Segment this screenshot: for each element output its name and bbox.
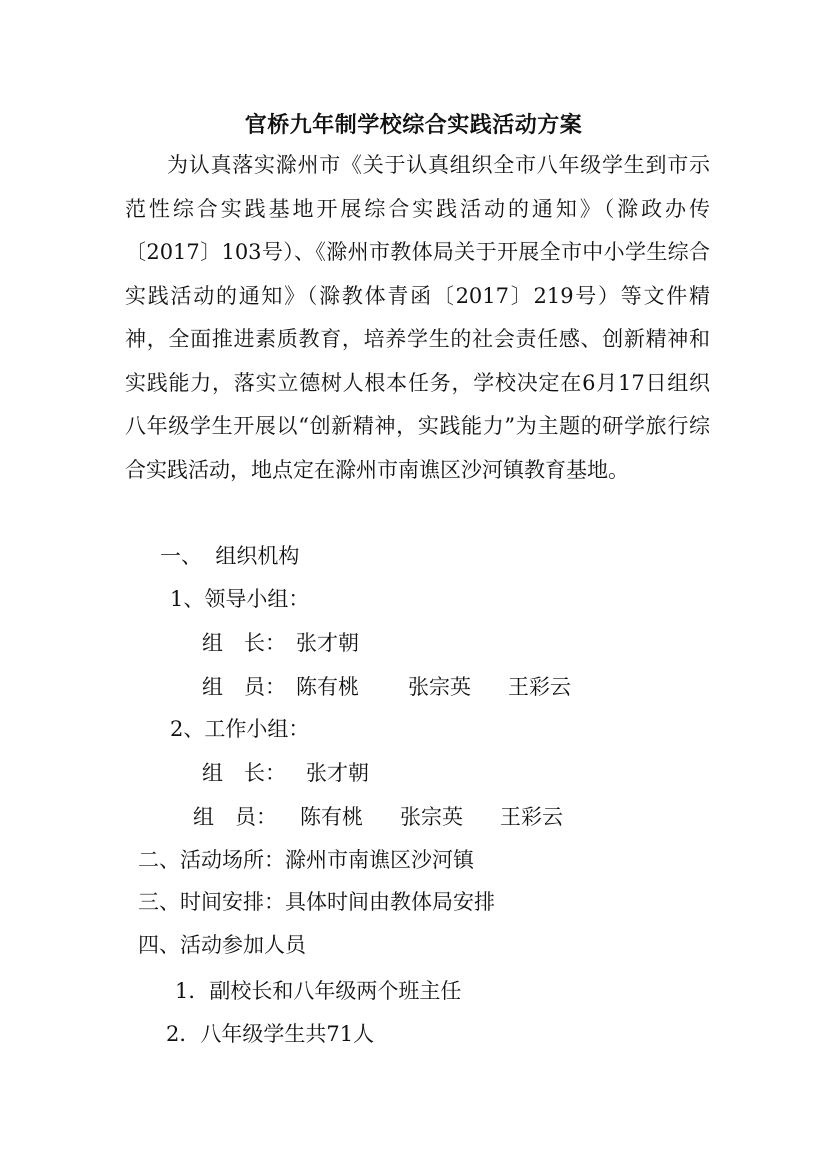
leaders-member: 王彩云: [508, 675, 571, 699]
workers-head-label: 组 长：: [202, 761, 286, 785]
section-3-schedule: 三、时间安排：具体时间由教体局安排: [138, 890, 495, 914]
leaders-member: 张宗英: [408, 675, 471, 699]
workers-member: 陈有桃: [300, 805, 363, 829]
section-1-heading: 一、 组织机构: [160, 544, 300, 568]
workers-member: 张宗英: [400, 805, 463, 829]
workers-head-name: 张才朝: [306, 761, 369, 785]
leaders-member: 陈有桃: [296, 675, 359, 699]
document-title: 官桥九年制学校综合实践活动方案: [244, 113, 583, 138]
participant-item: 2．八年级学生共71人: [166, 1022, 375, 1046]
leaders-head-name: 张才朝: [296, 631, 359, 655]
participant-item: 1．副校长和八年级两个班主任: [175, 979, 462, 1003]
section-4-heading: 四、活动参加人员: [138, 933, 306, 957]
leaders-heading: 1、领导小组：: [170, 587, 310, 611]
leaders-members-label: 组 员：: [202, 675, 286, 699]
workers-members-label: 组 员：: [193, 805, 277, 829]
leaders-head-label: 组 长：: [202, 631, 286, 655]
workers-heading: 2、工作小组：: [170, 717, 310, 741]
intro-paragraph: 为认真落实滁州市《关于认真组织全市八年级学生到市示范性综合实践基地开展综合实践活动的通知》（滁政办传〔2017〕103号）、《滁州市教体局关于开展全市中小学生综合实践活动的通知》（滁教体青函〔2017〕219号）等文件精神，全面推进素质教育，培养学生的社会责任感、创新精神和实践能力，落实立德树人根本任务，学校决定在6月17日组织八年级学生开展以“创新精神，实践能力”为主题的研学旅行综合实践活动，地点定在滁州市南谯区沙河镇教育基地。: [125, 153, 710, 482]
workers-member: 王彩云: [500, 805, 563, 829]
section-2-venue: 二、活动场所：滁州市南谯区沙河镇: [138, 848, 474, 872]
